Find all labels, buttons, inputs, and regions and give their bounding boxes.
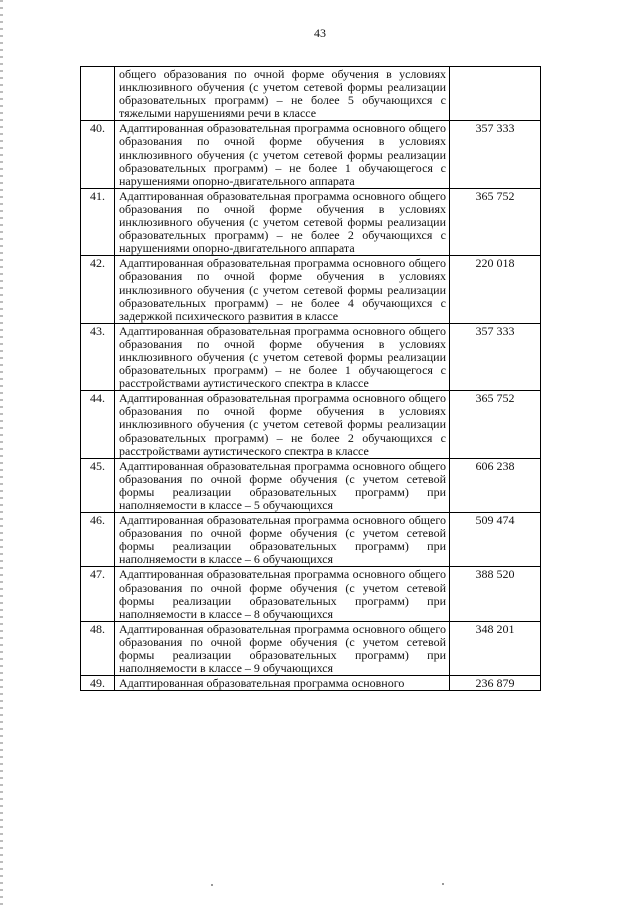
row-description-text: Адаптированная образовательная программа основного общего образования по очной форме обучения в условиях инклюзивного обучения (с учетом сетевой формы реализации образовательных программ) – не более 1 обучающегося с расстройствами аутистического спектра в классе [119, 323, 446, 391]
row-value: 236 879 [450, 676, 541, 691]
row-number: 40. [81, 121, 115, 188]
scan-edge-strip [0, 0, 3, 905]
row-description [115, 391, 450, 458]
row-description-text: Адаптированная образовательная программа основного общего образования по очной форме обучения в условиях инклюзивного обучения (с учетом сетевой формы реализации образовательных программ) – не более 4 обучающихся с задержкой психического развития в классе [119, 256, 446, 323]
row-value: 606 238 [450, 458, 541, 512]
row-description-text: Адаптированная образовательная программа основного общего образования по очной форме обучения (с учетом сетевой формы реализации образовательных программ) при наполняемости в классе – 9 обучающихся [119, 621, 446, 676]
table-row [81, 391, 541, 458]
table-row [81, 121, 541, 188]
row-description-text: Адаптированная образовательная программа основного общего образования по очной форме обучения (с учетом сетевой формы реализации образовательных программ) при наполняемости в классе – 8 обучающихся [119, 567, 446, 621]
table-row [81, 676, 541, 691]
row-description-text: Адаптированная образовательная программа основного общего образования по очной форме обучения в условиях инклюзивного обучения (с учетом сетевой формы реализации образовательных программ) – не более 1 обучающегося с нарушениями опорно-двигательного аппарата [119, 121, 446, 188]
row-description-text: Адаптированная образовательная программа основного [119, 676, 405, 691]
row-number [81, 67, 115, 121]
table-row [81, 67, 541, 121]
row-description-text: Адаптированная образовательная программа основного общего образования по очной форме обучения (с учетом сетевой формы реализации образовательных программ) при наполняемости в классе – 6 обучающихся [119, 513, 446, 567]
row-description [115, 458, 450, 512]
page-number: 43 [314, 26, 326, 40]
table-row [81, 256, 541, 323]
row-number: 46. [81, 513, 115, 567]
row-value: 357 333 [450, 121, 541, 188]
row-value [450, 67, 541, 121]
row-value: 509 474 [450, 513, 541, 567]
row-description-text: Адаптированная образовательная программа основного общего образования по очной форме обучения (с учетом сетевой формы реализации образовательных программ) при наполняемости в классе – 5 обучающихся [119, 458, 446, 512]
row-number: 49. [81, 676, 115, 691]
row-description-text: Адаптированная образовательная программа основного общего образования по очной форме обучения в условиях инклюзивного обучения (с учетом сетевой формы реализации образовательных программ) – не более 2 обучающихся с расстройствами аутистического спектра в классе [119, 391, 446, 458]
scan-speck [211, 884, 213, 886]
row-value: 365 752 [450, 188, 541, 255]
row-number: 41. [81, 188, 115, 255]
row-description [115, 188, 450, 255]
row-number: 48. [81, 621, 115, 675]
table-row [81, 188, 541, 255]
table-row [81, 621, 541, 675]
row-number: 47. [81, 567, 115, 621]
table-row [81, 458, 541, 512]
row-description [115, 567, 450, 621]
row-number: 43. [81, 323, 115, 390]
row-description [115, 676, 450, 691]
row-value: 357 333 [450, 323, 541, 390]
row-description-text: Адаптированная образовательная программа основного общего образования по очной форме обучения в условиях инклюзивного обучения (с учетом сетевой формы реализации образовательных программ) – не более 2 обучающихся с нарушениями опорно-двигательного аппарата [119, 188, 446, 256]
row-number: 44. [81, 391, 115, 458]
row-description [115, 621, 450, 675]
row-value: 220 018 [450, 256, 541, 323]
row-value: 365 752 [450, 391, 541, 458]
cost-table [80, 66, 541, 691]
row-description [115, 67, 450, 121]
row-number: 45. [81, 458, 115, 512]
row-description [115, 323, 450, 390]
row-number: 42. [81, 256, 115, 323]
scan-speck [442, 883, 444, 885]
row-value: 348 201 [450, 621, 541, 675]
table-row [81, 513, 541, 567]
table-row [81, 323, 541, 390]
table-row [81, 567, 541, 621]
row-description-text: общего образования по очной форме обучения в условиях инклюзивного обучения (с учетом сетевой формы реализации образовательных программ) – не более 5 обучающихся с тяжелыми нарушениями речи в классе [119, 67, 446, 121]
row-description [115, 513, 450, 567]
row-description [115, 121, 450, 188]
row-value: 388 520 [450, 567, 541, 621]
row-description [115, 256, 450, 323]
